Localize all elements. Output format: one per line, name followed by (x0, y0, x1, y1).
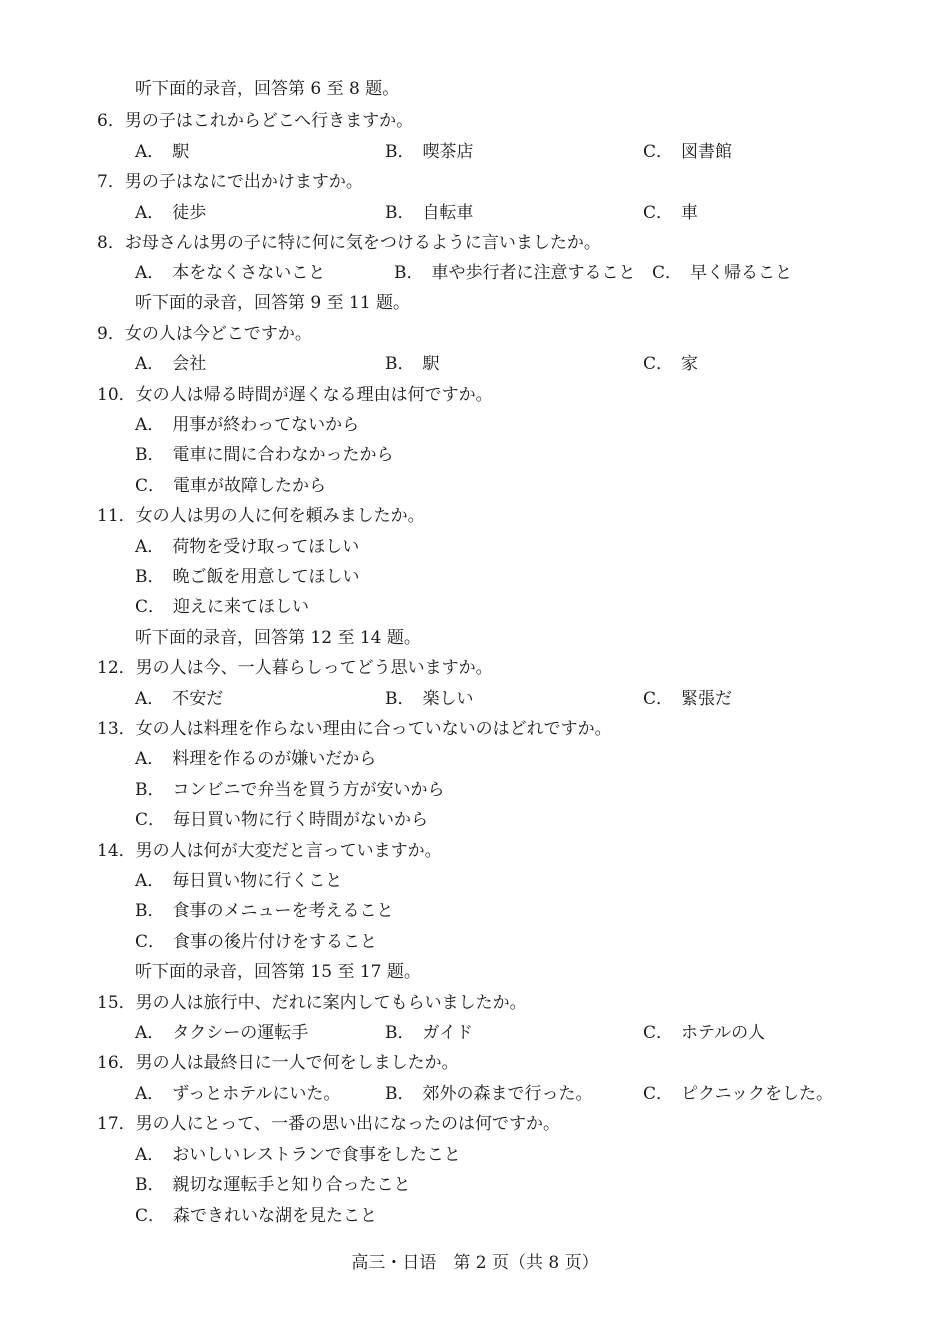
option-label: A． (135, 1084, 165, 1104)
option-b (385, 202, 474, 224)
option-b (135, 566, 360, 588)
option-label: B． (385, 1023, 415, 1043)
option-text: 森できれいな湖を見たこと (173, 1206, 378, 1226)
question-11 (97, 505, 425, 527)
option-label: B． (135, 445, 165, 465)
option-text: タクシーの運転手 (172, 1023, 309, 1043)
question-number: 8． (97, 233, 125, 253)
option-label: A． (135, 749, 165, 769)
option-b (135, 779, 445, 801)
question-number: 16． (97, 1053, 136, 1073)
option-c (135, 931, 377, 953)
option-text: 自転車 (422, 203, 474, 223)
option-b (385, 353, 440, 375)
option-c (643, 1022, 765, 1044)
option-text: 本をなくさないこと (172, 263, 326, 283)
option-text: ずっとホテルにいた。 (172, 1084, 341, 1104)
option-text: 食事の後片付けをすること (173, 932, 378, 952)
option-text: ガイド (422, 1023, 473, 1043)
question-number: 9． (97, 324, 125, 344)
question-13 (97, 718, 612, 740)
option-b (135, 900, 394, 922)
option-a (135, 141, 189, 163)
section-instruction: 听下面的录音，回答第 15 至 17 题。 (135, 962, 421, 982)
option-text: 喫茶店 (422, 142, 474, 162)
option-label: B． (385, 689, 415, 709)
option-c (135, 596, 309, 618)
option-b (385, 1083, 593, 1105)
option-b (385, 141, 474, 163)
option-text: 親切な運転手と知り合ったこと (172, 1175, 411, 1195)
question-number: 10． (97, 385, 136, 405)
option-text: 楽しい (422, 689, 474, 709)
option-label: C． (643, 689, 674, 709)
section-instruction: 听下面的录音，回答第 12 至 14 题。 (135, 628, 421, 648)
question-text: 男の人は今、一人暮らしってどう思いますか。 (135, 658, 493, 678)
option-label: C． (135, 476, 166, 496)
question-text: 男の子はこれからどこへ行きますか。 (124, 111, 414, 131)
question-7 (97, 171, 363, 193)
option-label: C． (135, 1206, 166, 1226)
section-instruction: 听下面的录音，回答第 6 至 8 题。 (135, 79, 400, 99)
option-text: 不安だ (172, 689, 224, 709)
option-label: A． (135, 354, 165, 374)
question-number: 13． (97, 719, 136, 739)
question-text: 男の人は何が大変だと言っていますか。 (135, 841, 442, 861)
option-a (135, 262, 325, 284)
option-label: A． (135, 1145, 165, 1165)
option-text: 食事のメニューを考えること (172, 901, 394, 921)
option-text: 電車が故障したから (173, 476, 327, 496)
option-label: C． (643, 1084, 674, 1104)
option-a (135, 748, 376, 770)
option-text: ピクニックをした。 (681, 1084, 833, 1104)
question-text: お母さんは男の子に特に何に気をつけるように言いましたか。 (124, 233, 601, 253)
option-label: A． (135, 415, 165, 435)
option-c (135, 809, 428, 831)
option-text: 車 (681, 203, 699, 223)
question-9 (97, 323, 312, 345)
option-c (643, 688, 732, 710)
question-number: 12． (97, 658, 136, 678)
question-number: 11． (97, 506, 136, 526)
option-label: B． (385, 1084, 415, 1104)
option-text: おいしいレストランで食事をしたこと (172, 1145, 461, 1165)
option-text: 駅 (172, 142, 190, 162)
question-text: 男の人にとって、一番の思い出になったのは何ですか。 (135, 1114, 560, 1134)
question-15 (97, 992, 527, 1014)
question-number: 7． (97, 172, 125, 192)
option-a (135, 536, 359, 558)
question-text: 男の子はなにで出かけますか。 (124, 172, 363, 192)
option-a (135, 353, 206, 375)
option-a (135, 1144, 461, 1166)
option-c (652, 262, 792, 284)
option-text: 徒歩 (172, 203, 207, 223)
option-label: A． (135, 689, 165, 709)
question-text: 女の人は帰る時間が遅くなる理由は何ですか。 (135, 385, 493, 405)
option-label: C． (643, 354, 674, 374)
option-b (394, 262, 636, 284)
option-text: 電車に間に合わなかったから (172, 445, 394, 465)
option-a (135, 870, 342, 892)
option-c (643, 141, 732, 163)
option-text: 駅 (422, 354, 440, 374)
option-b (135, 1174, 411, 1196)
option-text: ホテルの人 (681, 1023, 766, 1043)
option-text: 迎えに来てほしい (173, 597, 310, 617)
option-label: A． (135, 537, 165, 557)
option-b (385, 688, 474, 710)
option-label: B． (135, 901, 165, 921)
option-label: B． (394, 263, 424, 283)
option-a (135, 688, 223, 710)
option-a (135, 1083, 340, 1105)
option-c (135, 475, 326, 497)
option-label: B． (385, 203, 415, 223)
question-number: 15． (97, 993, 136, 1013)
option-label: B． (135, 1175, 165, 1195)
option-text: コンビニで弁当を買う方が安いから (172, 780, 445, 800)
option-label: B． (385, 142, 415, 162)
question-text: 女の人は男の人に何を頼みましたか。 (135, 506, 425, 526)
option-label: C． (643, 142, 674, 162)
option-c (643, 353, 698, 375)
question-17 (97, 1113, 560, 1135)
question-text: 男の人は最終日に一人で何をしましたか。 (135, 1053, 459, 1073)
question-16 (97, 1052, 459, 1074)
option-text: 会社 (172, 354, 207, 374)
question-10 (97, 384, 493, 406)
option-text: 毎日買い物に行くこと (172, 871, 343, 891)
question-text: 女の人は料理を作らない理由に合っていないのはどれですか。 (135, 719, 612, 739)
option-b (135, 444, 394, 466)
option-c (135, 1205, 377, 1227)
option-label: B． (385, 354, 415, 374)
option-text: 郊外の森まで行った。 (422, 1084, 593, 1104)
option-label: C． (652, 263, 683, 283)
question-14 (97, 840, 442, 862)
question-number: 17． (97, 1114, 136, 1134)
option-text: 料理を作るのが嫌いだから (172, 749, 377, 769)
option-label: A． (135, 142, 165, 162)
option-a (135, 202, 206, 224)
option-text: 荷物を受け取ってほしい (172, 537, 360, 557)
option-a (135, 1022, 308, 1044)
option-a (135, 414, 359, 436)
option-label: B． (135, 780, 165, 800)
question-12 (97, 657, 493, 679)
option-text: 晩ご飯を用意してほしい (172, 567, 360, 587)
option-b (385, 1022, 473, 1044)
option-label: C． (135, 810, 166, 830)
question-6 (97, 110, 413, 132)
section-instruction: 听下面的录音，回答第 9 至 11 题。 (135, 293, 411, 313)
question-number: 14． (97, 841, 136, 861)
option-label: B． (135, 567, 165, 587)
option-text: 図書館 (681, 142, 733, 162)
option-text: 緊張だ (681, 689, 733, 709)
option-label: C． (643, 203, 674, 223)
option-label: C． (643, 1023, 674, 1043)
option-text: 家 (681, 354, 699, 374)
option-label: A． (135, 871, 165, 891)
option-text: 車や歩行者に注意すること (431, 263, 636, 283)
option-c (643, 202, 698, 224)
question-8 (97, 232, 601, 254)
option-label: C． (135, 932, 166, 952)
option-label: A． (135, 203, 165, 223)
question-text: 男の人は旅行中、だれに案内してもらいましたか。 (135, 993, 527, 1013)
option-text: 早く帰ること (690, 263, 793, 283)
option-label: A． (135, 263, 165, 283)
page-footer: 高三・日语 第 2 页（共 8 页） (351, 1253, 599, 1273)
option-text: 毎日買い物に行く時間がないから (173, 810, 429, 830)
question-text: 女の人は今どこですか。 (124, 324, 312, 344)
option-label: A． (135, 1023, 165, 1043)
option-c (643, 1083, 833, 1105)
option-label: C． (135, 597, 166, 617)
option-text: 用事が終わってないから (172, 415, 360, 435)
question-number: 6． (97, 111, 125, 131)
